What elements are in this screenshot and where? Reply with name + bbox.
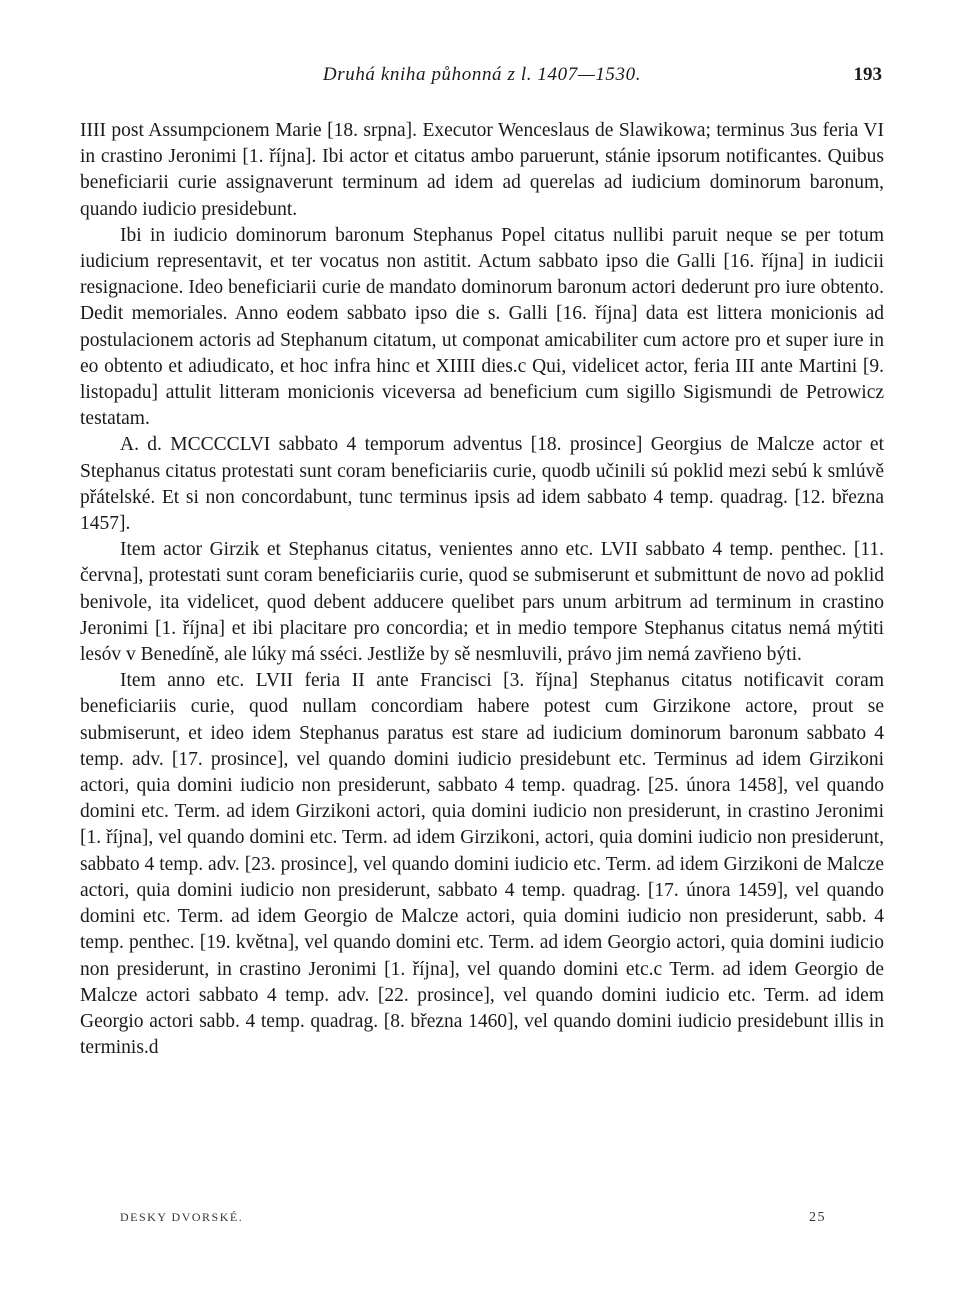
body-text xyxy=(80,118,884,1061)
header-title: Druhá kniha půhonná z l. 1407—1530. xyxy=(322,64,642,85)
paragraph: IIII post Assumpcionem Marie [18. srpna]. Executor Wenceslaus de Slawikowa; terminus 3us feria VI in crastino Jeronimi [1. října]. Ibi actor et citatus ambo paruerunt, stánie ipsorum notificantes. Quibus beneficiarii curie assignaverunt terminum ad idem ad querelas ad iudicium dominorum baronum, quando iudicio presidebunt. xyxy=(80,120,884,220)
page-footer xyxy=(120,1210,884,1230)
paragraph: Ibi in iudicio dominorum baronum Stephanus Popel citatus nullibi paruit neque se per totum iudicium representavit, et ter vocatus non astitit. Actum sabbato ipso die Galli [16. října] in iudicii resignacione. Ideo beneficiarii curie de mandato dominorum baronum actori dederunt pro iure obtento. Dedit memoriales. Anno eodem sabbato ipso die s. Galli [16. října] data est littera monicionis ad postulacionem actoris ad Stephanum citatum, ut componat amicabiliter cum actore pro et super iure in eo obtento et adiudicato, et hoc infra hinc et XIIII dies.c Qui, videlicet actor, feria III ante Martini [9. listopadu] attulit litteram monicionis viceversa ad beneficium cum sigillo Sigismundi de Petrowicz testatam. xyxy=(80,224,884,430)
running-header xyxy=(80,64,884,104)
paragraph: Item actor Girzik et Stephanus citatus, venientes anno etc. LVII sabbato 4 temp. penthec. [11. června], protestati sunt coram beneficiariis curie, quod se submiserunt et submittunt de novo ad poklid benivole, ita videlicet, quod debent adducere quelibet pars unum arbitrum ad terminum in crastino Jeronimi [1. října] et ibi placitare pro concordia; et in medio tempore Stephanus citatus nemá mýtiti lesóv v Benedíně, ale lúky má sséci. Jestliže by sě nesmluvili, právo jim nemá zavřieno býti. xyxy=(80,539,884,666)
printer-signature: DESKY DVORSKÉ. xyxy=(120,1210,244,1224)
page-number: 193 xyxy=(853,64,882,85)
paragraph: A. d. MCCCCLVI sabbato 4 temporum adventus [18. prosince] Georgius de Malcze actor et Stephanus citatus protestati sunt coram beneficiariis curie, quodb učinili sú poklid mezi sebú k smlúvě přátelské. Et si non concordabunt, tunc terminus ipsis ad idem sabbato 4 temp. quadrag. [12. března 1457]. xyxy=(80,434,884,535)
paragraph: Item anno etc. LVII feria II ante Francisci [3. října] Stephanus citatus notificavit coram beneficiariis curie, quod nullam concordiam habere potest cum Girzikone actore, prout se submiserunt, et ideo idem Stephanus paratus est stare ad iudicium dominorum baronum sabbato 4 temp. adv. [17. prosince], vel quando domini iudicio presidebunt etc. Terminus ad idem Girzikoni actori, quia domini iudicio non presiderunt, sabbato 4 temp. quadrag. [25. února 1458], vel quando domini etc. Term. ad idem Girzikoni actori, quia domini iudicio non presiderunt, in crastino Jeronimi [1. října], vel quando domini etc. Term. ad idem Girzikoni, actori, quia domini iudicio non presiderunt, sabbato 4 temp. adv. [23. prosince], vel quando domini iudicio etc. Term. ad idem Girzikoni de Malcze actori, quia domini iudicio non presiderunt, sabbato 4 temp. quadrag. [17. února 1459], vel quando domini etc. Term. ad idem Georgio de Malcze actori, quia domini iudicio non presiderunt, sabb. 4 temp. penthec. [19. května], vel quando domini etc. Term. ad idem Georgio actori, quia domini iudicio non presiderunt, in crastino Jeronimi [1. října], vel quando domini etc.c Term. ad idem Georgio de Malcze actori sabbato 4 temp. adv. [22. prosince], vel quando domini iudicio etc. Term. ad idem Georgio actori sabb. 4 temp. quadrag. [8. března 1460], vel quando domini iudicio presidebunt illis in terminis.d xyxy=(80,670,884,1059)
document-page xyxy=(80,64,884,1225)
sheet-number: 25 xyxy=(809,1210,826,1225)
